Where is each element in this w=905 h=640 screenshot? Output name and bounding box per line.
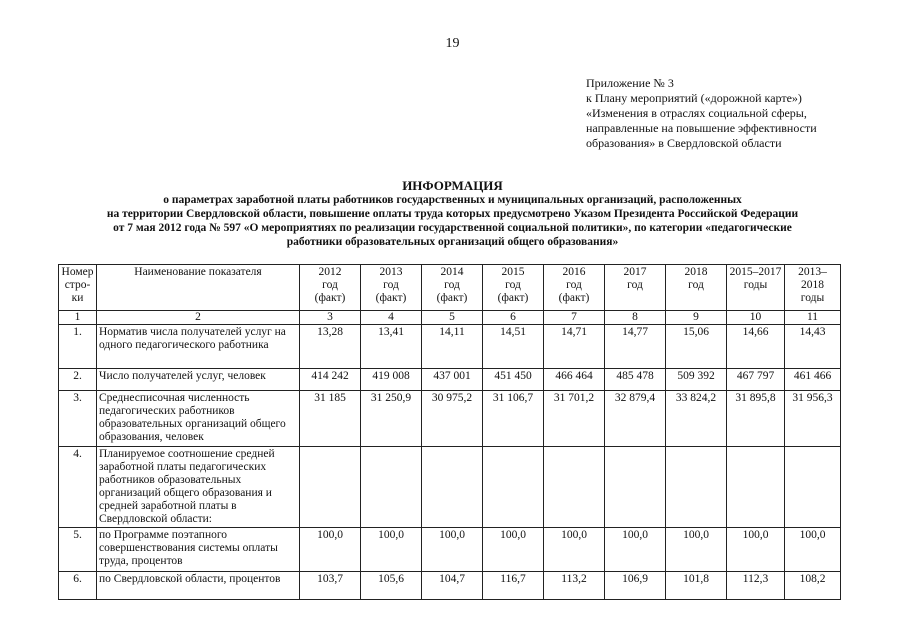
appendix-line: образования» в Свердловской области — [586, 136, 782, 150]
value-cell: 116,7 — [483, 572, 544, 600]
value-cell: 466 464 — [544, 369, 605, 391]
header-text: 2016 — [562, 266, 586, 278]
value-cell: 461 466 — [785, 369, 841, 391]
table-row — [59, 528, 841, 572]
value-cell: 509 392 — [666, 369, 727, 391]
column-index: 1 — [59, 311, 97, 325]
value-cell: 14,51 — [483, 325, 544, 369]
header-col-2018 — [666, 265, 727, 311]
appendix-line: «Изменения в отраслях социальной сферы, — [586, 106, 807, 120]
value-cell — [300, 447, 361, 528]
header-text: 2017 — [623, 266, 647, 278]
indicator-name: Норматив числа получателей услуг на одного педагогического работника — [97, 325, 300, 369]
table-row — [59, 325, 841, 369]
row-number: 5. — [59, 528, 97, 572]
heading-line: от 7 мая 2012 года № 597 «О мероприятиях по реализации государственной социальной политики», по категории «педагогические — [113, 222, 792, 234]
value-cell: 451 450 — [483, 369, 544, 391]
document-title: ИНФОРМАЦИЯ — [402, 178, 503, 193]
value-cell — [605, 447, 666, 528]
indicator-name: Число получателей услуг, человек — [97, 369, 300, 391]
value-cell: 100,0 — [727, 528, 785, 572]
indicator-name: Среднесписочная численность педагогических работников образовательных организаций общего образования, человек — [97, 391, 300, 447]
value-cell: 14,43 — [785, 325, 841, 369]
value-cell: 437 001 — [422, 369, 483, 391]
header-text: 2014 — [440, 266, 464, 278]
column-index: 2 — [97, 311, 300, 325]
heading-line: на территории Свердловской области, повышение оплаты труда которых предусмотрено Указом Президента Российской Федерации — [106, 208, 799, 220]
value-cell: 101,8 — [666, 572, 727, 600]
header-row — [59, 265, 841, 311]
value-cell: 467 797 — [727, 369, 785, 391]
header-text: год — [566, 279, 582, 291]
header-col-2016 — [544, 265, 605, 311]
value-cell: 112,3 — [727, 572, 785, 600]
value-cell — [483, 447, 544, 528]
value-cell — [544, 447, 605, 528]
column-index: 3 — [300, 311, 361, 325]
header-text: годы — [800, 292, 825, 304]
column-index: 10 — [727, 311, 785, 325]
value-cell: 31 106,7 — [483, 391, 544, 447]
header-col-2015 — [483, 265, 544, 311]
column-index: 7 — [544, 311, 605, 325]
value-cell: 14,66 — [727, 325, 785, 369]
header-text: годы — [743, 279, 768, 291]
value-cell — [785, 447, 841, 528]
value-cell: 104,7 — [422, 572, 483, 600]
appendix-line: Приложение № 3 — [586, 76, 674, 90]
value-cell: 100,0 — [544, 528, 605, 572]
value-cell: 100,0 — [361, 528, 422, 572]
value-cell: 31 956,3 — [785, 391, 841, 447]
value-cell: 100,0 — [422, 528, 483, 572]
header-text: 2015–2017 — [729, 266, 782, 278]
indicator-name: Планируемое соотношение средней заработной платы педагогических работников образовательных организаций общего образования и средней заработной платы в Свердловской области: — [97, 447, 300, 528]
header-text: (факт) — [497, 292, 529, 304]
header-indicator-name: Наименование показателя — [97, 265, 300, 311]
value-cell: 100,0 — [483, 528, 544, 572]
row-number: 6. — [59, 572, 97, 600]
value-cell: 100,0 — [605, 528, 666, 572]
value-cell: 32 879,4 — [605, 391, 666, 447]
header-col-2014 — [422, 265, 483, 311]
value-cell: 15,06 — [666, 325, 727, 369]
header-text: (факт) — [436, 292, 468, 304]
row-number: 1. — [59, 325, 97, 369]
row-number: 2. — [59, 369, 97, 391]
value-cell: 31 895,8 — [727, 391, 785, 447]
header-text: стро- — [64, 279, 91, 291]
header-text: год — [444, 279, 460, 291]
value-cell: 105,6 — [361, 572, 422, 600]
value-cell — [666, 447, 727, 528]
header-text: (факт) — [558, 292, 590, 304]
appendix-line: к Плану мероприятий («дорожной карте») — [586, 91, 802, 105]
table-row — [59, 391, 841, 447]
header-text: год — [322, 279, 338, 291]
column-index: 8 — [605, 311, 666, 325]
header-text: (факт) — [375, 292, 407, 304]
indicator-name: по Свердловской области, процентов — [97, 572, 300, 600]
header-col-2012 — [300, 265, 361, 311]
header-col-2013 — [361, 265, 422, 311]
value-cell: 13,41 — [361, 325, 422, 369]
row-number: 4. — [59, 447, 97, 528]
value-cell: 419 008 — [361, 369, 422, 391]
column-index: 11 — [785, 311, 841, 325]
heading-line: о параметрах заработной платы работников государственных и муниципальных организаций, расположенных — [163, 194, 742, 206]
value-cell: 100,0 — [300, 528, 361, 572]
document-heading — [40, 178, 865, 249]
header-text: год — [505, 279, 521, 291]
column-index: 5 — [422, 311, 483, 325]
table-row — [59, 447, 841, 528]
value-cell: 31 250,9 — [361, 391, 422, 447]
value-cell: 113,2 — [544, 572, 605, 600]
header-text: год — [383, 279, 399, 291]
appendix-line: направленные на повышение эффективности — [586, 121, 817, 135]
value-cell: 100,0 — [785, 528, 841, 572]
value-cell: 14,71 — [544, 325, 605, 369]
value-cell: 14,11 — [422, 325, 483, 369]
table-row — [59, 369, 841, 391]
header-text: год — [688, 279, 704, 291]
indicator-name: по Программе поэтапного совершенствования системы оплаты труда, процентов — [97, 528, 300, 572]
column-index: 9 — [666, 311, 727, 325]
value-cell: 33 824,2 — [666, 391, 727, 447]
header-text: год — [627, 279, 643, 291]
salary-parameters-table — [58, 264, 841, 600]
row-number: 3. — [59, 391, 97, 447]
column-index: 4 — [361, 311, 422, 325]
value-cell: 485 478 — [605, 369, 666, 391]
header-col-2015-2017 — [727, 265, 785, 311]
column-index: 6 — [483, 311, 544, 325]
table-row — [59, 572, 841, 600]
header-text: 2013 — [379, 266, 403, 278]
value-cell: 31 701,2 — [544, 391, 605, 447]
value-cell — [727, 447, 785, 528]
value-cell — [361, 447, 422, 528]
value-cell: 30 975,2 — [422, 391, 483, 447]
value-cell: 13,28 — [300, 325, 361, 369]
value-cell: 100,0 — [666, 528, 727, 572]
header-col-2013-2018 — [785, 265, 841, 311]
value-cell: 414 242 — [300, 369, 361, 391]
value-cell: 106,9 — [605, 572, 666, 600]
header-text: ки — [71, 292, 84, 304]
header-text: Номер — [61, 266, 94, 278]
appendix-note — [586, 76, 886, 151]
header-text: 2015 — [501, 266, 525, 278]
header-text: (факт) — [314, 292, 346, 304]
value-cell: 31 185 — [300, 391, 361, 447]
header-text: 2012 — [318, 266, 342, 278]
value-cell: 14,77 — [605, 325, 666, 369]
header-col-2017 — [605, 265, 666, 311]
column-index-row — [59, 311, 841, 325]
header-text: 2018 — [684, 266, 708, 278]
value-cell: 103,7 — [300, 572, 361, 600]
heading-line: работники образовательных организаций общего образования» — [286, 236, 619, 248]
value-cell: 108,2 — [785, 572, 841, 600]
page-number: 19 — [445, 36, 460, 51]
value-cell — [422, 447, 483, 528]
header-row-number — [59, 265, 97, 311]
header-text: 2013–2018 — [798, 266, 827, 291]
